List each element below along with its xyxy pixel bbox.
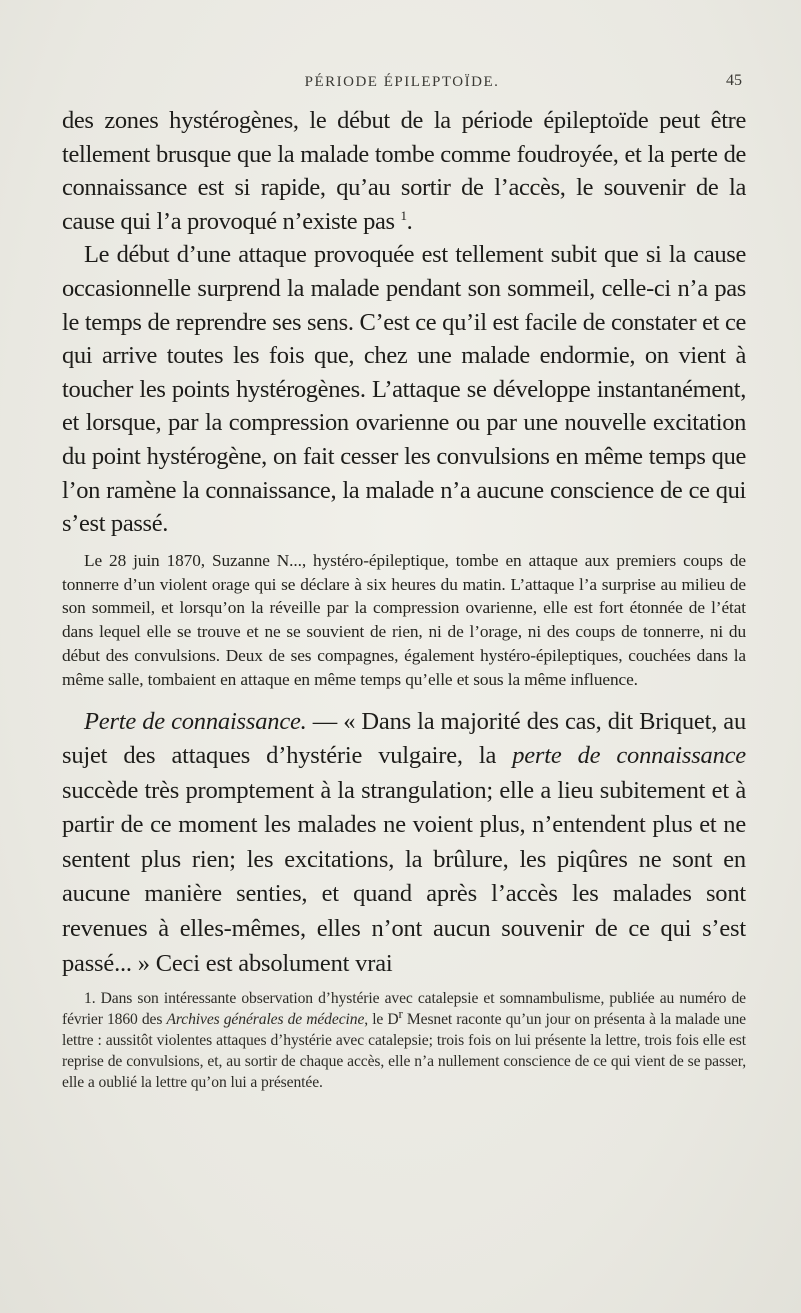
- page-header: [62, 74, 742, 98]
- page-number: 45: [726, 72, 742, 89]
- footnote-ref: 1: [400, 207, 407, 223]
- footnote-journal: Archives générales de médecine: [166, 1011, 365, 1029]
- footnote-number: 1.: [84, 990, 96, 1008]
- case-observation: Le 28 juin 1870, Suzanne N..., hystéro-épileptique, tombe en attaque aux premiers coups de tonnerre d’un violent orage qui se déclare à six heures du matin. L’attaque l’a surprise au milieu de son sommeil, et lorsqu’on la réveille par la compression ovarienne, elle est fort étonnée de l’état dans lequel elle se trouve et ne se souvient de rien, ni de l’orage, ni des coups de tonnerre, ni du début des convulsions. Deux de ses compagnes, également hystéro-épileptiques, couchées dans la même salle, tombaient en attaque en même temps qu’elle et sous la même influence.: [62, 550, 746, 689]
- footnote-text-b: , le D: [364, 1011, 399, 1029]
- paragraph-continued: [62, 104, 746, 238]
- paragraph-end: .: [406, 207, 413, 235]
- section-text-b: succède très promptement à la strangulation; elle a lieu subitement et à partir de ce moment les malades ne voient plus, n’entendent plus et ne sentent plus rien; les excitations, la brûlure, les piqûres ne sont en aucune manière senties, et quand après l’accès les malades sont revenues à elles-mêmes, elles n’ont aucun souvenir de ce qui s’est passé... » Ceci est absolument vrai: [62, 776, 746, 977]
- footnote: [62, 989, 746, 1094]
- section-heading: Perte de connaissance.: [84, 707, 307, 735]
- running-head: PÉRIODE ÉPILEPTOÏDE.: [304, 74, 500, 90]
- paragraph-attack-onset: Le début d’une attaque provoquée est tellement subit que si la cause occasionnelle surprend la malade pendant son sommeil, celle-ci n’a pas le temps de reprendre ses sens. C’est ce qu’il est facile de constater et ce qui arrive toutes les fois que, chez une malade endormie, on vient à toucher les points hystérogènes. L’attaque se développe instantanément, et lorsque, par la compression ovarienne ou par une nouvelle excitation du point hystérogène, on fait cesser les convulsions en même temps que l’on ramène la connaissance, la malade n’a aucune conscience de ce qui s’est passé.: [62, 241, 746, 538]
- footnote-text-c: Mesnet raconte qu’un jour on présenta à la malade une lettre : aussitôt violentes attaques d’hystérie avec catalepsie; trois fois on lui présente la lettre, trois fois elle est reprise de convulsions, et, au sortir de chaque accès, elle n’a nullement conscience de ce qui vient de se passer, elle a oublié la lettre qu’on lui a présentée.: [62, 1011, 746, 1091]
- body-text: [62, 104, 746, 1094]
- section-loss-of-consciousness: [62, 705, 746, 982]
- section-text-a: — « Dans la majorité des cas, dit Briquet, au sujet des attaques d’hystérie vulgaire, la: [62, 707, 746, 770]
- footnote-text-a: Dans son intéressante observation d’hystérie avec catalepsie et somnambulisme, publiée au numéro de février 1860 des: [62, 990, 746, 1029]
- footnote-dr-sup: r: [398, 1005, 403, 1021]
- paragraph-text: des zones hystérogènes, le début de la période épileptoïde peut être tellement brusque que la malade tombe comme foudroyée, et la perte de connaissance est si rapide, qu’au sortir de l’accès, le souvenir de la cause qui l’a provoqué n’existe pas: [62, 107, 746, 235]
- section-emphasis: perte de connaissance: [512, 742, 746, 770]
